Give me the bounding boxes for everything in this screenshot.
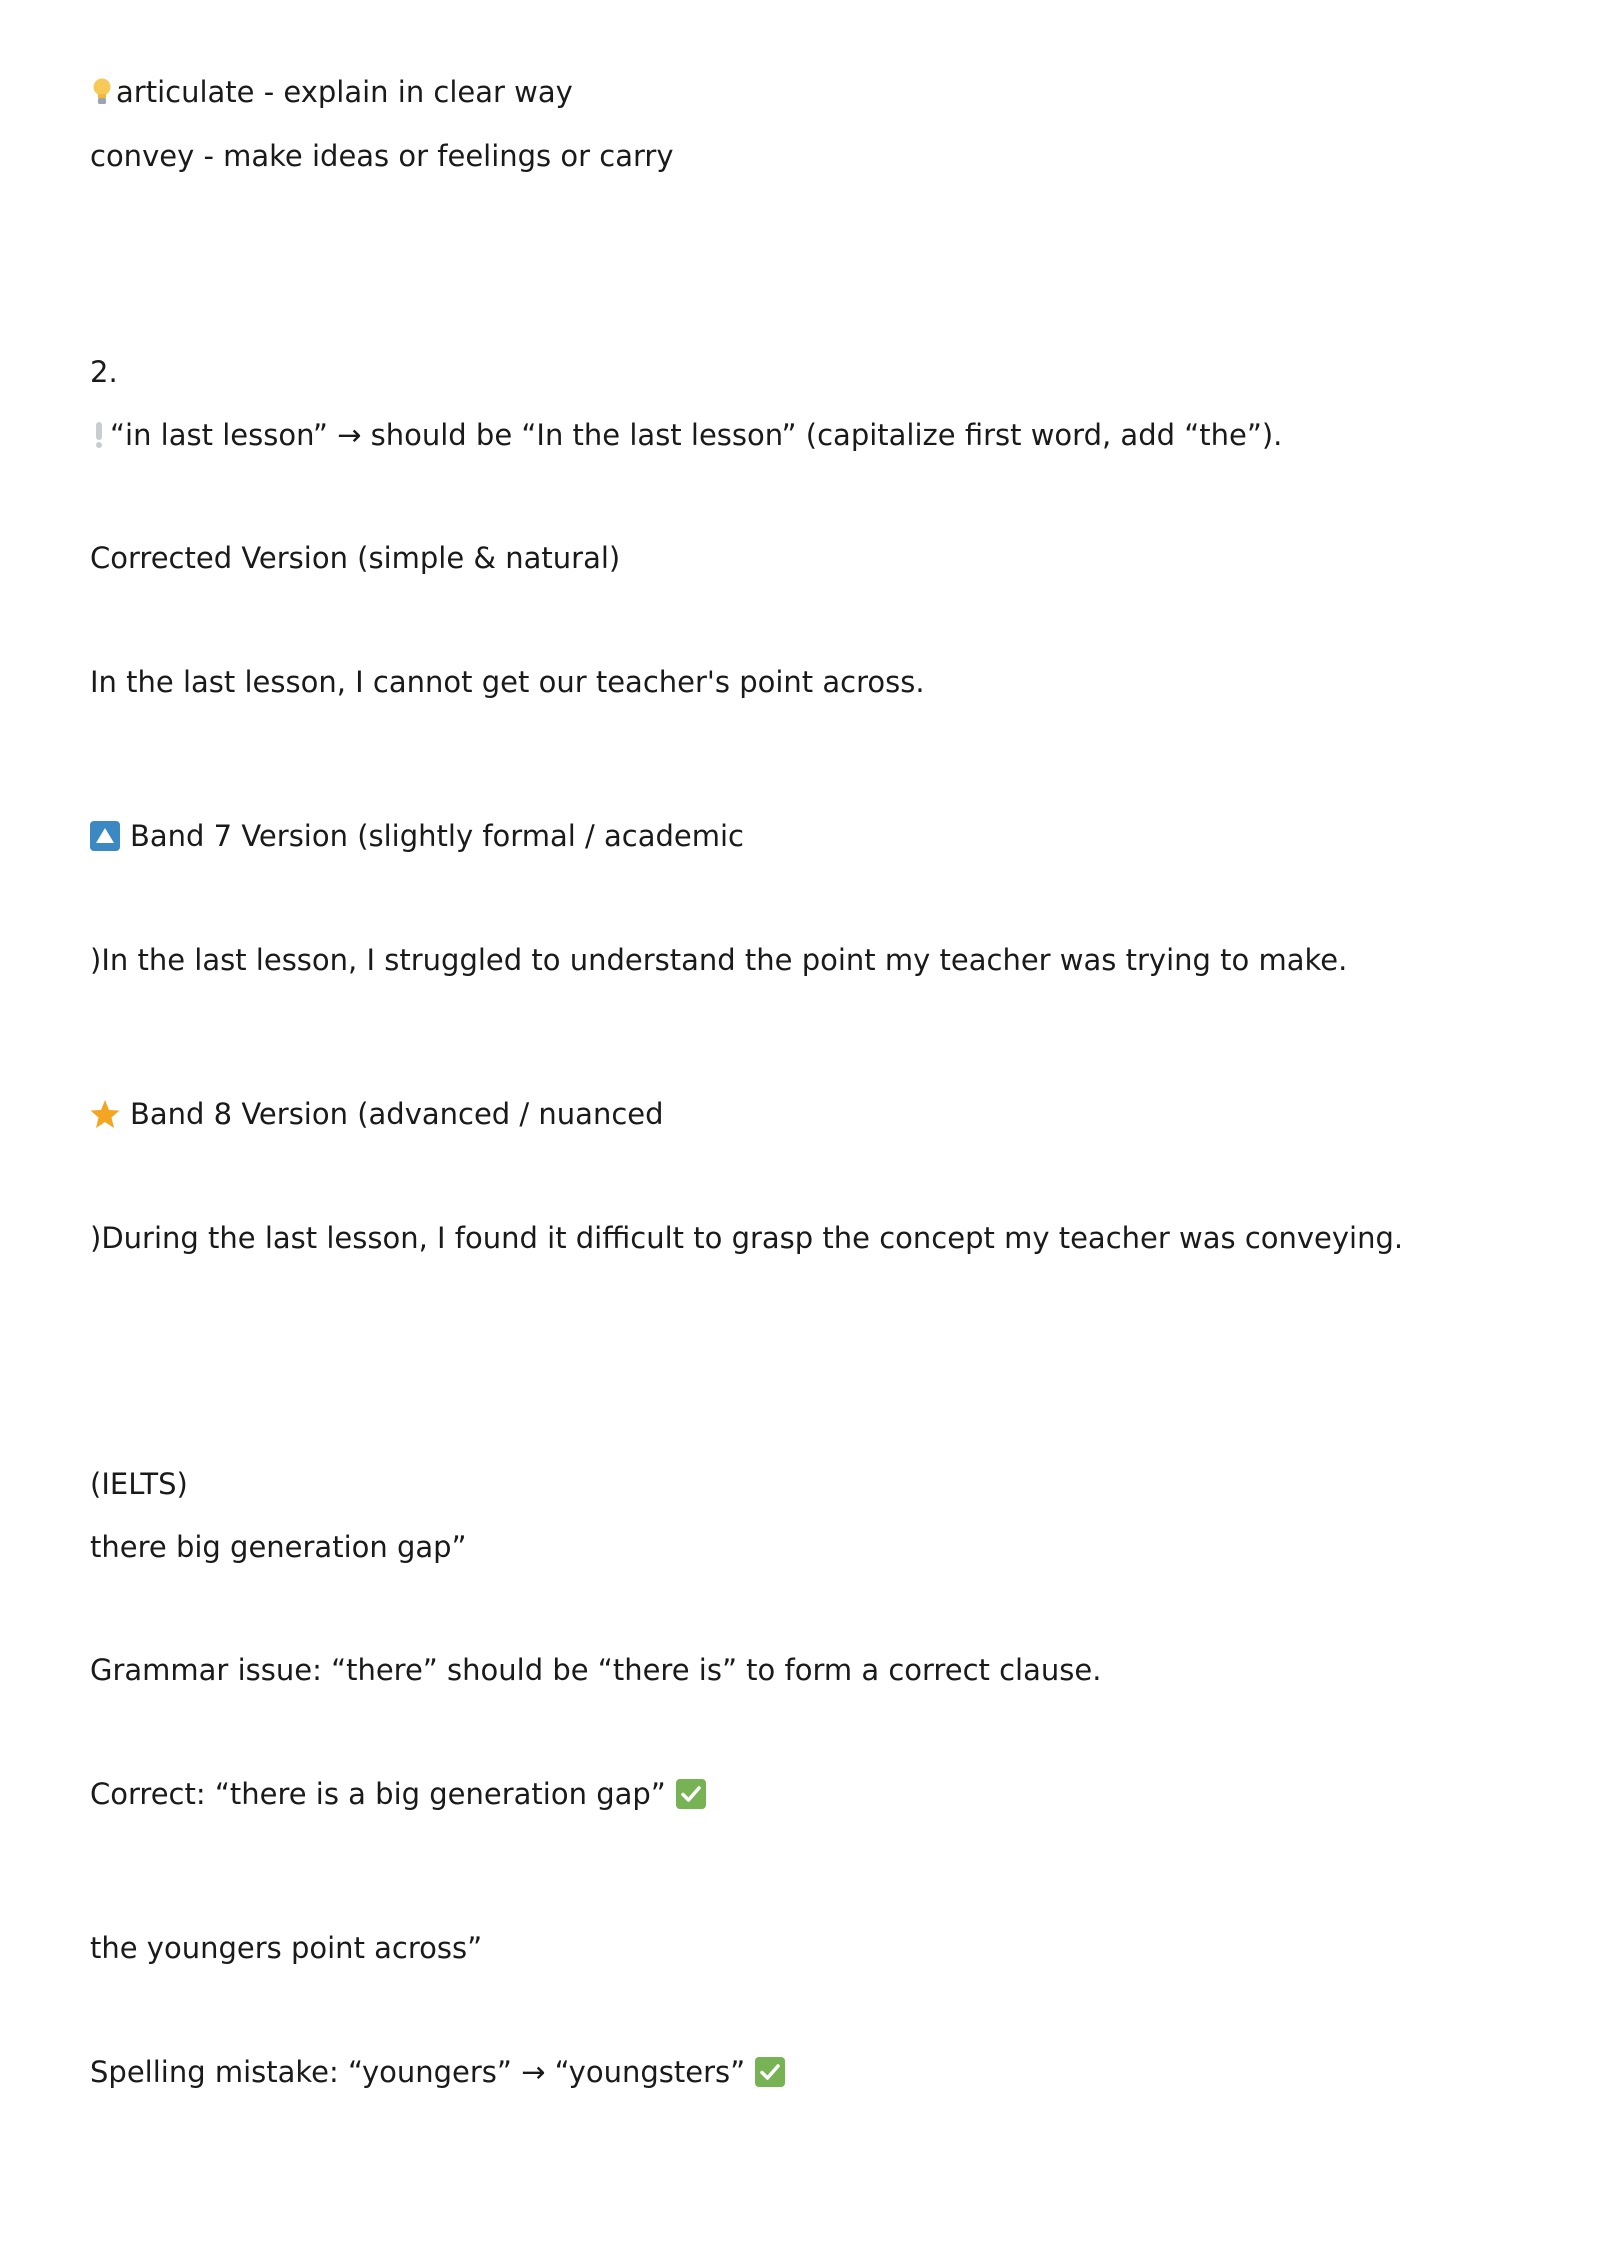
- band7-heading-text: Band 7 Version (slightly formal / academic: [130, 819, 744, 853]
- band7-text: )In the last lesson, I struggled to understand the point my teacher was trying to make.: [90, 943, 1348, 977]
- corrected-text-line: [90, 662, 925, 702]
- correction-note-line: [92, 415, 1282, 455]
- corrected-text: In the last lesson, I cannot get our teacher's point across.: [90, 665, 925, 699]
- vocab-articulate-text: articulate - explain in clear way: [116, 75, 573, 109]
- up-button-icon: [90, 821, 120, 851]
- correction-note-text: “in last lesson” → should be “In the last lesson” (capitalize first word, add “the”).: [110, 418, 1283, 452]
- phrase-youngers-text: the youngers point across”: [90, 1931, 483, 1965]
- ielts-label-text: (IELTS): [90, 1467, 188, 1501]
- correct-generation-gap-text: Correct: “there is a big generation gap”: [90, 1777, 666, 1811]
- vocab-convey-line: [90, 136, 673, 176]
- band7-text-line: [90, 940, 1347, 980]
- correct-generation-gap-line: [90, 1774, 706, 1814]
- star-icon: [90, 1099, 120, 1129]
- band7-heading: [90, 816, 744, 856]
- spelling-issue-text: Spelling mistake: “youngers” → “youngsters”: [90, 2055, 746, 2089]
- phrase-youngers: [90, 1928, 482, 1968]
- check-mark-icon: [676, 1779, 706, 1809]
- ielts-label: [90, 1464, 188, 1504]
- grammar-issue-text: Grammar issue: “there” should be “there is” to form a correct clause.: [90, 1653, 1102, 1687]
- phrase-generation-gap-text: there big generation gap”: [90, 1530, 467, 1564]
- corrected-heading-text: Corrected Version (simple & natural): [90, 541, 621, 575]
- exclamation-icon: [92, 420, 106, 450]
- band8-text-line: [90, 1218, 1403, 1258]
- phrase-generation-gap: [90, 1527, 467, 1567]
- light-bulb-icon: [92, 77, 112, 107]
- spelling-issue-line: [90, 2052, 785, 2092]
- band8-heading: [90, 1094, 664, 1134]
- check-mark-icon: [755, 2057, 785, 2087]
- grammar-issue-line: [90, 1650, 1101, 1690]
- band8-heading-text: Band 8 Version (advanced / nuanced: [130, 1097, 664, 1131]
- section-number-text: 2.: [90, 355, 118, 389]
- band8-text: )During the last lesson, I found it difficult to grasp the concept my teacher was conveying.: [90, 1221, 1404, 1255]
- vocab-articulate-line: [92, 72, 573, 112]
- corrected-heading: [90, 538, 620, 578]
- section-number: [90, 352, 118, 392]
- vocab-convey-text: convey - make ideas or feelings or carry: [90, 139, 674, 173]
